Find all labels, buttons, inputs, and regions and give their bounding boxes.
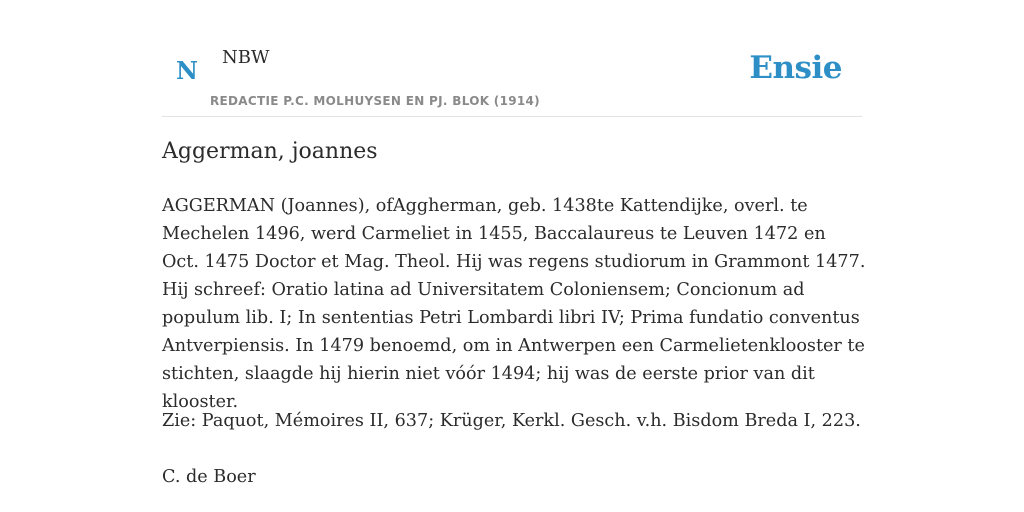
source-header: [162, 0, 862, 117]
ensie-brand-link[interactable]: Ensie: [749, 50, 842, 86]
source-logo[interactable]: N: [176, 56, 198, 85]
article-author: C. de Boer: [162, 467, 256, 487]
source-name[interactable]: NBW: [222, 47, 270, 68]
article-references: Zie: Paquot, Mémoires II, 637; Krüger, Kerkl. Gesch. v.h. Bisdom Breda I, 223.: [162, 411, 861, 431]
source-subtitle: REDACTIE P.C. MOLHUYSEN EN PJ. BLOK (1914): [210, 94, 540, 108]
article-body: AGGERMAN (Joannes), ofAggherman, geb. 1438te Kattendijke, overl. te Mechelen 1496, werd Carmeliet in 1455, Baccalaureus te Leuven 1472 en Oct. 1475 Doctor et Mag. Theol. Hij was regens studiorum in Grammont 1477. Hij schreef: Oratio latina ad Universitatem Coloniensem; Concionum ad populum lib. I; In sententias Petri Lombardi libri IV; Prima fundatio conventus Antverpiensis. In 1479 benoemd, om in Antwerpen een Carmelietenklooster te stichten, slaagde hij hierin niet vóór 1494; hij was de eerste prior van dit klooster.: [162, 196, 866, 412]
article-title: Aggerman, joannes: [162, 139, 378, 164]
